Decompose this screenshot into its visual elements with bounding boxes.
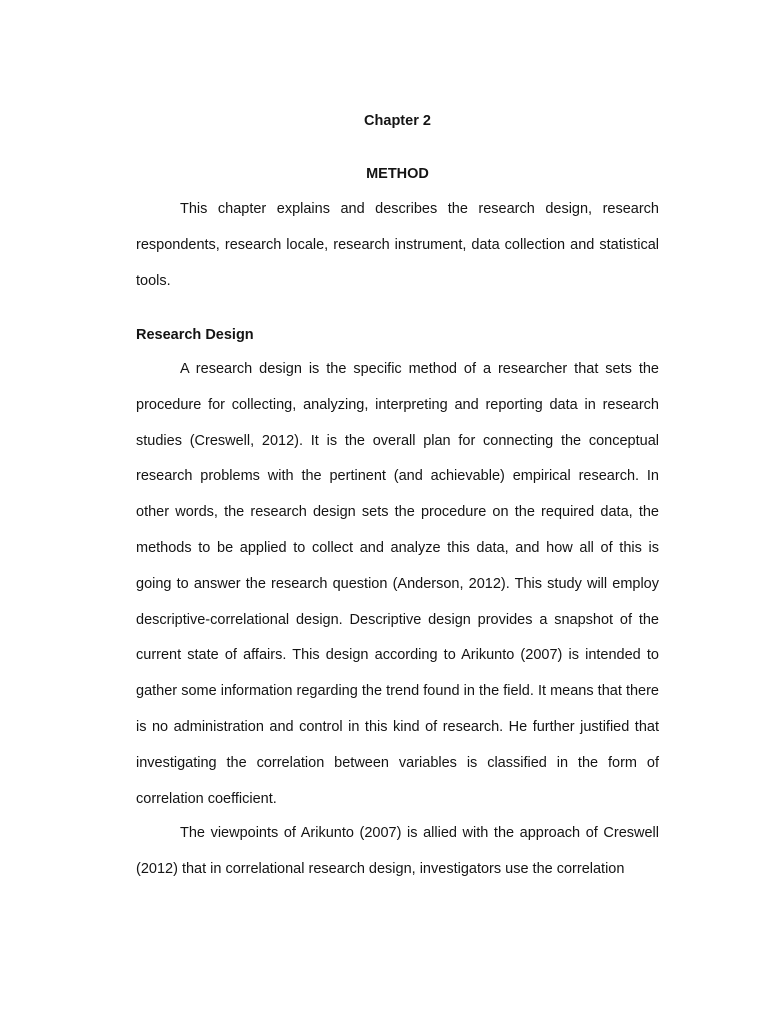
chapter-title: METHOD xyxy=(366,166,429,182)
section-heading: Research Design xyxy=(136,327,254,343)
intro-paragraph xyxy=(136,192,659,299)
paragraph-text: A research design is the specific method of a researcher that sets the procedure for collecting, analyzing, interpreting and reporting data in research studies (Creswell, 2012). It is the overall plan for connecting the conceptual research problems with the pertinent (and achievable) empirical research. In other words, the research design sets the procedure on the required data, the methods to be applied to collect and analyze this data, and how all of this is going to answer the research question (Anderson, 2012). This study will employ descriptive-correlational design. Descriptive design provides a snapshot of the current state of affairs. This design according to Arikunto (2007) is intended to gather some information regarding the trend found in the field. It means that there is no administration and control in this kind of research. He further justified that investigating the correlation between variables is classified in the form of correlation coefficient. xyxy=(136,361,659,807)
intro-text: This chapter explains and describes the research design, research respondents, research locale, research instrument, data collection and statistical tools. xyxy=(136,201,659,289)
research-design-paragraph xyxy=(136,352,659,817)
chapter-number: Chapter 2 xyxy=(364,113,431,129)
viewpoints-paragraph xyxy=(136,816,659,888)
paragraph-text: The viewpoints of Arikunto (2007) is allied with the approach of Creswell (2012) that in correlational research design, investigators use the correlation xyxy=(136,825,659,877)
